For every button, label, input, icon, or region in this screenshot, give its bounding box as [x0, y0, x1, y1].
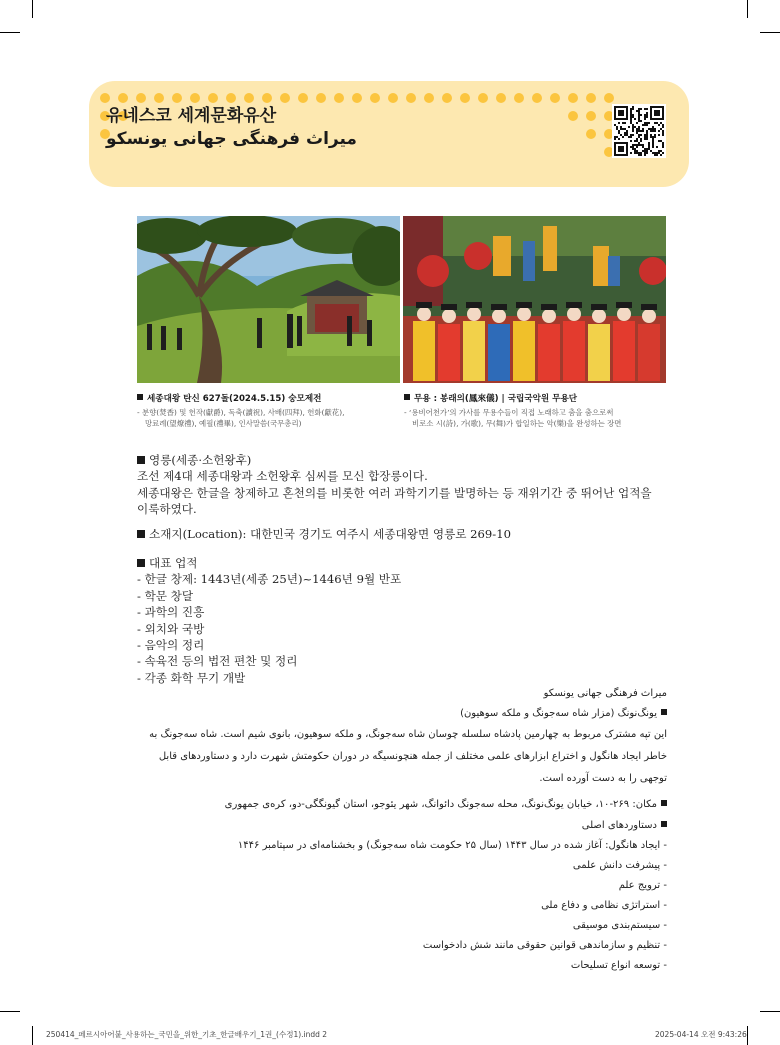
photo-dance-performance	[403, 216, 666, 383]
decorative-dot	[388, 93, 398, 103]
photo-memorial-ceremony	[137, 216, 400, 383]
decorative-dot	[316, 93, 326, 103]
crop-mark	[32, 0, 33, 18]
decorative-dot	[460, 93, 470, 103]
banner-title-korean: 유네스코 세계문화유산	[106, 106, 277, 126]
decorative-dot	[298, 93, 308, 103]
decorative-dot	[442, 93, 452, 103]
photo-caption-title: 무용 : 봉래의(鳳來儀) | 국립국악원 무용단	[404, 392, 577, 404]
crop-mark	[747, 1026, 748, 1045]
print-slug-filename: 250414_페르시아어붙_사용하는_국민을_위한_기초_한글배우기_1권_(수정1).indd 2	[46, 1030, 328, 1039]
print-slug-timestamp: 2025-04-14 오전 9:43:26	[655, 1030, 747, 1039]
photo-caption-text: - ‘용비어천가’의 가사를 무용수들이 직접 노래하고 춤을 춤으로써 비로소 시(詩), 가(歌), 무(舞)가 합일하는 악(樂)을 완성하는 장면	[404, 408, 622, 428]
farsi-title: میراث فرهنگی جهانی یونسکو	[543, 688, 667, 699]
farsi-achievements: دستاوردهای اصلی - ایجاد هانگول: آغاز شده در سال ۱۴۴۳ (سال ۲۵ حکومت شاه سه‌جونگ) و بخشنامه‌ای در سپتامبر ۱۴۴۶ - پیشرفت دانش علمی - ترویج علم - استراتژی نظامی و دفاع ملی - سیستم‌بندی موسیقی - تنظیم و سازماندهی قوانین حقوقی مانند شش دادخواست - توسعه انواع تسلیحات	[137, 816, 667, 976]
crop-mark	[0, 1011, 20, 1012]
decorative-dot	[586, 111, 596, 121]
decorative-dot	[406, 93, 416, 103]
crop-mark	[760, 32, 780, 33]
decorative-dot	[586, 129, 596, 139]
korean-location: 소재지(Location): 대한민국 경기도 여주시 세종대왕면 영릉로 269-10	[137, 526, 667, 542]
decorative-dot	[532, 93, 542, 103]
banner-title-farsi: میراث فرهنگی جهانی یونسکو	[106, 129, 357, 149]
decorative-dot	[568, 93, 578, 103]
decorative-dot	[496, 93, 506, 103]
crop-mark	[32, 1026, 33, 1045]
crop-mark	[747, 0, 748, 18]
qr-code-icon[interactable]	[612, 104, 666, 158]
decorative-dot	[478, 93, 488, 103]
decorative-dot	[334, 93, 344, 103]
farsi-tomb-section: میراث فرهنگی جهانی یونسکو یونگ‌نونگ (مزار شاه سه‌جونگ و ملکه سوهیون) این تپه مشترک مربوط به چهارمین پادشاه سلسله چوسان شاه سه‌جونگ، و ملکه سوهیون، بانوی شیم است. شاه سه‌جونگ به خاطر ایجاد هانگول و اختراع ابزارهای علمی مختلف از جمله هنچونسیگه در دوران حکومتش شهرت دارد و دستاوردهای قابل توجهی را به دست آورده است.	[137, 684, 667, 790]
farsi-location: مکان: ۲۶۹-۱۰، خیابان یونگ‌نونگ، محله سه‌جونگ دائوانگ، شهر یئوجو، استان گیونگگی-دو، کره‌ی جمهوری	[137, 795, 667, 815]
decorative-dot	[586, 93, 596, 103]
photo-caption-text: - 분향(焚香) 및 헌작(獻爵), 독축(讀祝), 사배(四拜), 헌화(獻花), 망료례(望燎禮), 예필(禮畢), 인사말씀(국무총리)	[137, 408, 345, 428]
decorative-dot	[370, 93, 380, 103]
decorative-dot	[280, 93, 290, 103]
section-heading: دستاوردهای اصلی	[137, 816, 667, 836]
crop-mark	[0, 32, 20, 33]
decorative-dot	[352, 93, 362, 103]
decorative-dot	[568, 111, 578, 121]
section-heading: یونگ‌نونگ (مزار شاه سه‌جونگ و ملکه سوهیون)	[137, 704, 667, 724]
korean-tomb-section: 영릉(세종·소헌왕후) 조선 제4대 세종대왕과 소헌왕후 심씨를 모신 합장릉이다. 세종대왕은 한글을 창제하고 혼천의를 비롯한 여러 과학기기를 발명하는 등 재위기간 중 뛰어난 업적을 이룩하였다.	[137, 452, 667, 518]
korean-achievements: 대표 업적 - 한글 창제: 1443년(세종 25년)~1446년 9월 반포 - 학문 창달 - 과학의 진흥 - 외치와 국방 - 음악의 정리 - 속육전 등의 법전 편찬 및 정리 - 각종 화학 무기 개발	[137, 555, 667, 686]
section-heading: 대표 업적	[137, 555, 667, 571]
decorative-dot	[514, 93, 524, 103]
section-heading: 영릉(세종·소헌왕후)	[137, 452, 667, 468]
decorative-dot	[604, 93, 614, 103]
decorative-dot	[424, 93, 434, 103]
crop-mark	[760, 1011, 780, 1012]
photo-caption-title: 세종대왕 탄신 627돌(2024.5.15) 숭모제전	[137, 392, 321, 404]
decorative-dot	[550, 93, 560, 103]
